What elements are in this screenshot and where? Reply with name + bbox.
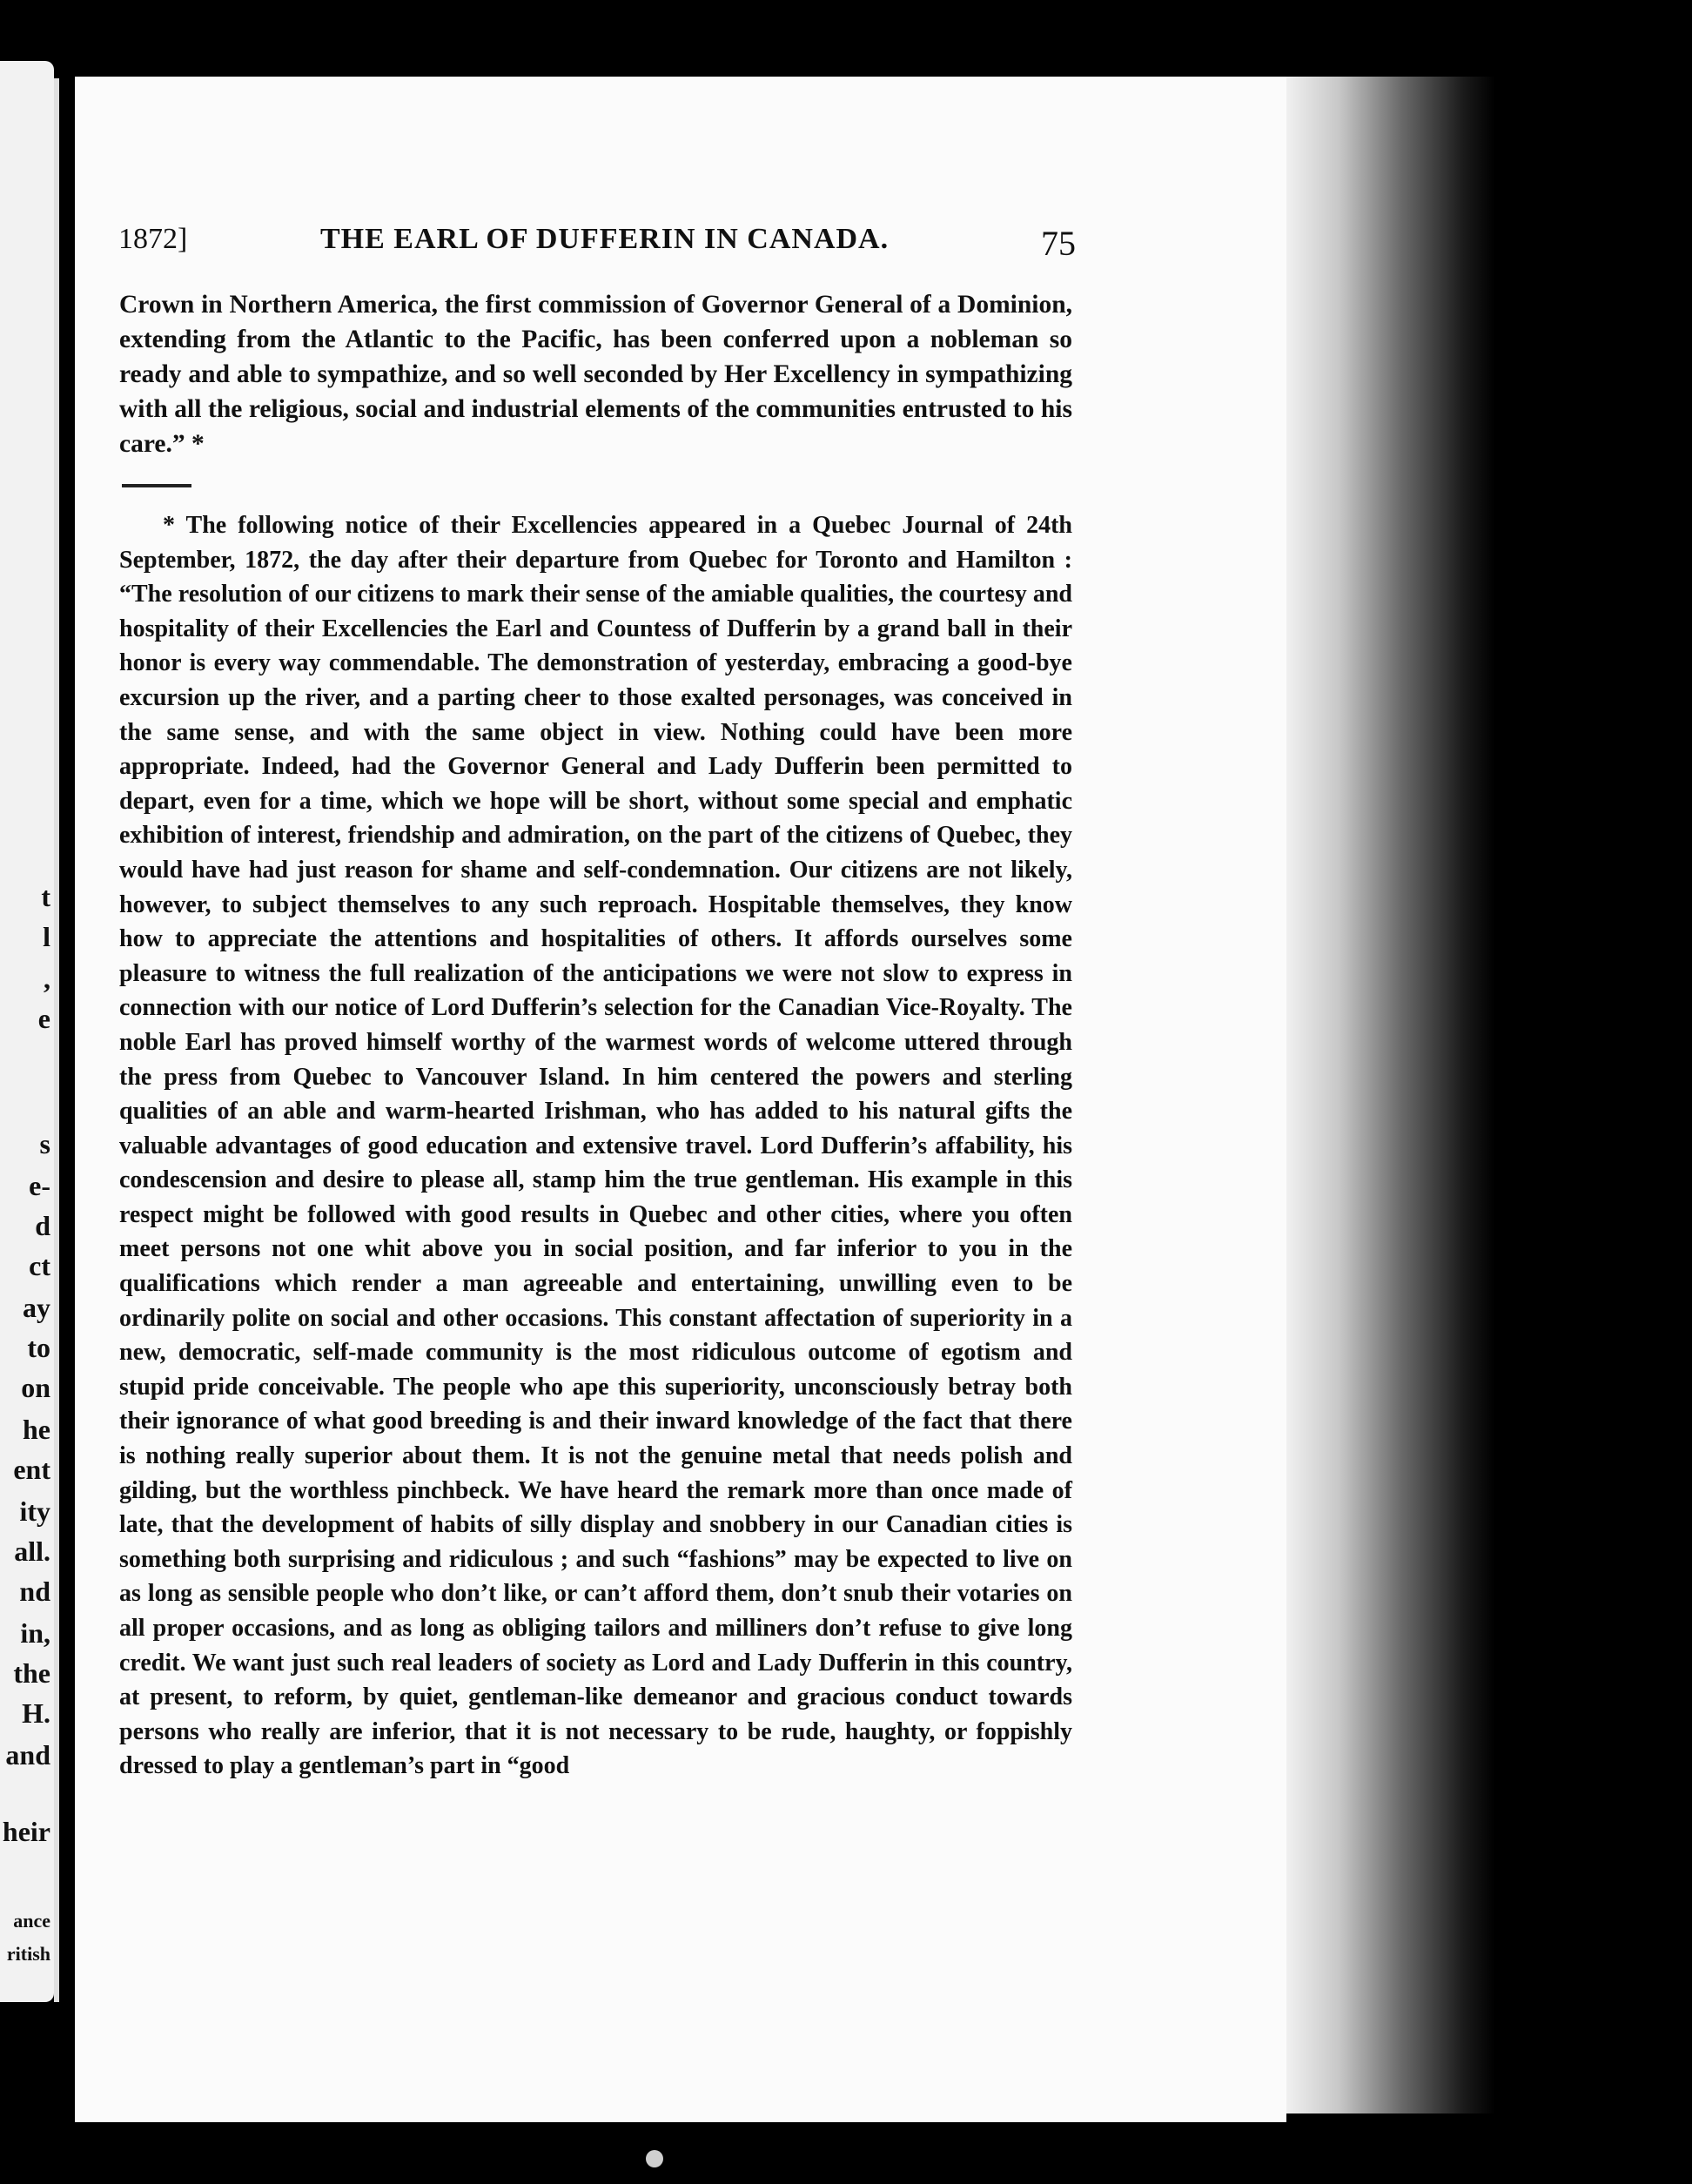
left-fragment: ance [13,1910,50,1932]
left-fragment: ent [13,1454,50,1485]
left-fragment: e [37,1003,50,1034]
left-fragment: d [35,1210,50,1241]
left-fragment: and [5,1739,50,1771]
body-paragraph: Crown in Northern America, the first commission of Governor General of a Dominion, extending from the Atlantic to the Pacific, has been conferred upon a nobleman so ready and able to sympathize, and so well seconded by Her Excellency in sympathizing with all the religious, social and industrial elements of the communities entrusted to his care.” * [119,291,1072,458]
footnote-paragraph: * The following notice of their Excellencies appeared in a Quebec Journal of 24th September, 1872, the day after their departure from Quebec for Toronto and Hamilton : “The resolution of our citizens to mark their sense of the amiable qualities, the courtesy and hospitality of their Excellencies the Earl and Countess of Dufferin by a grand ball in their honor is every way commendable. The demonstration of yesterday, embracing a good-bye excursion up the river, and a parting cheer to those exalted personages, was conceived in the same sense, and with the same object in view. Nothing could have been more appropriate. Indeed, had the Governor General and Lady Dufferin been permitted to depart, even for a time, which we hope will be short, without some special and emphatic exhibition of interest, friendship and admiration, on the part of the citizens of Quebec, they would have had just reason for shame and self-condemnation. Our citizens are not likely, however, to subject themselves to any such reproach. Hospitable themselves, they know how to appreciate the attentions and hospitalities of others. It affords ourselves some pleasure to witness the full realization of the anticipations we were not slow to express in connection with our notice of Lord Dufferin’s selection for the Canadian Vice-Royalty. The noble Earl has proved himself worthy of the warmest words of welcome uttered through the press from Quebec to Vancouver Island. In him centered the powers and sterling qualities of an able and warm-hearted Irishman, who has added to his natural gifts the valuable advantages of good education and extensive travel. Lord Dufferin’s affability, his condescension and desire to please all, stamp him the true gentleman. His example in this respect might be followed with good results in Quebec and other cities, where you often meet persons not one whit above you in social position, and far inferior to you in the qualifications which render a man agreeable and entertaining, unwilling even to be ordinarily polite on social and other occasions. This constant affectation of superiority in a new, democratic, self-made community is the most ridiculous outcome of egotism and stupid pride conceivable. The people who ape this superiority, unconsciously betray both their ignorance of what good breeding is and their inward knowledge of the fact that there is nothing really superior about them. It is not the genuine metal that needs polish and gilding, but the worthless pinchbeck. We have heard the remark more than once made of late, that the development of habits of silly display and snobbery in our Canadian cities is something both surprising and ridiculous ; and such “fashions” may be expected to live on as long as sensible people who don’t like, or can’t afford them, don’t snub their votaries on all proper occasions, and as long as obliging tailors and milliners don’t refuse to give long credit. We want just such real leaders of society as Lord and Lady Dufferin in this country, at present, to reform, by quiet, gentleman-like demeanor and gracious conduct towards persons who really are inferior, that it is not necessary to be rude, haughty, or foppishly dressed to play a gentleman’s part in “good [119,512,1072,1780]
left-fragment: ct [29,1250,50,1281]
left-fragment: heir [2,1816,50,1847]
left-fragment: t [41,881,50,912]
header-title: THE EARL OF DUFFERIN IN CANADA. [320,223,890,255]
footnote-rule [122,484,191,487]
page-number: 75 [1041,224,1076,263]
header-year: 1872] [118,223,188,255]
facing-page-border [54,78,59,2002]
left-fragment: l [43,921,50,952]
left-fragment: nd [19,1576,50,1607]
left-fragment: e- [29,1170,50,1201]
left-fragment: ritish [6,1943,50,1965]
left-fragment: to [27,1332,50,1363]
left-fragment: , [44,963,50,994]
left-fragment: ay [23,1292,50,1323]
page-gutter-shadow [1286,77,1495,2113]
scan-speck [646,2150,663,2167]
facing-page-edge [0,61,54,2002]
left-fragment: all. [14,1536,50,1567]
left-fragment: H. [22,1697,50,1729]
left-fragment: he [23,1414,50,1445]
running-header [118,223,1076,268]
left-fragment: s [39,1128,50,1159]
left-fragment: on [21,1372,50,1403]
left-fragment: the [13,1657,50,1689]
left-fragment: ity [19,1495,50,1527]
left-fragment: in, [20,1617,50,1649]
